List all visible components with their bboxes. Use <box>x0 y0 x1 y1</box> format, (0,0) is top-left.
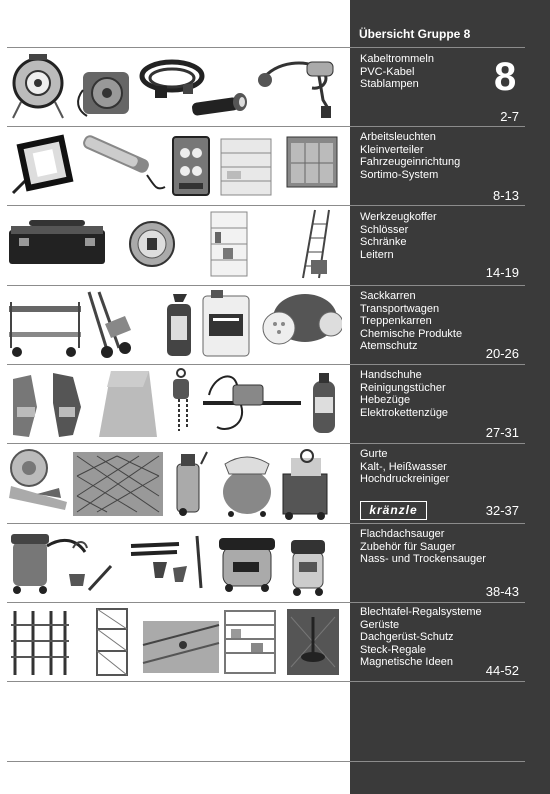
cleaning-cloth-roll-image <box>99 371 157 437</box>
category-item[interactable]: Kabeltrommeln <box>360 53 434 65</box>
category-item[interactable]: Nass- und Trockensauger <box>360 553 486 565</box>
category-item[interactable]: Sortimo-System <box>360 168 439 181</box>
cabinet-image <box>211 212 247 276</box>
group-number: 8 <box>494 55 517 99</box>
divider <box>7 47 525 48</box>
category-item[interactable]: Stablampen <box>360 78 419 90</box>
pressure-washer-cold-image <box>177 452 207 516</box>
flex-vacuum-image <box>219 538 275 592</box>
category-item[interactable]: PVC-Kabel <box>360 65 415 78</box>
wet-dry-vacuum-image <box>291 540 325 596</box>
product-images <box>7 446 342 520</box>
product-images <box>7 367 342 441</box>
cargo-net-image <box>73 452 163 516</box>
category-item[interactable]: Zubehör für Sauger <box>360 540 456 553</box>
category-item[interactable]: Kalt-, Heißwasser <box>360 460 447 473</box>
category-list <box>360 131 460 181</box>
product-images <box>7 129 342 203</box>
kraenzle-logo: kränzle <box>360 501 427 520</box>
divider <box>7 523 525 524</box>
ladder-image <box>303 210 329 278</box>
category-item[interactable]: Kleinverteiler <box>360 143 424 156</box>
divider <box>7 602 525 603</box>
vehicle-shelving-image <box>221 139 271 195</box>
product-images <box>7 50 342 124</box>
category-item[interactable]: Werkzeugkoffer <box>360 211 437 223</box>
category-item[interactable]: Steck-Regale <box>360 643 427 656</box>
category-item[interactable]: Arbeitsleuchten <box>360 131 436 143</box>
hand-truck-image <box>89 292 131 358</box>
page-range[interactable]: 32-37 <box>485 503 519 518</box>
category-item[interactable]: Dachgerüst-Schutz <box>360 631 454 643</box>
flashlight-image <box>191 93 247 116</box>
category-item[interactable]: Hochdruckreiniger <box>360 473 450 485</box>
magnetic-device-image <box>287 609 339 675</box>
page-title: Übersicht Gruppe 8 <box>359 27 471 41</box>
page-range[interactable]: 8-13 <box>492 188 519 203</box>
category-item[interactable]: Handschuhe <box>360 369 422 381</box>
category-item[interactable]: Fahrzeugeinrichtung <box>360 156 461 168</box>
divider <box>7 126 525 127</box>
vacuum-tubes-image <box>131 536 201 588</box>
category-item[interactable]: Blechtafel-Regalsysteme <box>360 606 482 618</box>
power-distributor-image <box>173 137 209 195</box>
spray-bottle-image <box>167 294 191 356</box>
product-images <box>7 605 342 679</box>
floodlight-image <box>13 135 73 193</box>
chain-hoist-image <box>173 369 189 431</box>
electric-chain-hoist-image <box>203 376 301 429</box>
category-list <box>360 369 448 419</box>
roof-scaffold-image <box>143 621 219 673</box>
product-images <box>7 288 342 362</box>
work-gloves-image <box>13 373 81 437</box>
category-item[interactable]: Gurte <box>360 448 388 460</box>
category-list <box>360 528 486 566</box>
scaffold-image <box>97 609 127 675</box>
category-list <box>360 448 449 486</box>
respirator-mask-image <box>263 294 342 344</box>
page-range[interactable]: 44-52 <box>485 663 519 678</box>
page-range[interactable]: 2-7 <box>500 109 519 124</box>
category-item[interactable]: Hebezüge <box>360 394 411 406</box>
cable-reel-stand-image <box>13 54 63 118</box>
page-range[interactable]: 14-19 <box>485 265 519 280</box>
platform-trolley-image <box>9 302 81 357</box>
category-item[interactable]: Transportwagen <box>360 302 440 315</box>
chemical-canister-image <box>203 290 249 356</box>
category-item[interactable]: Atemschutz <box>360 340 418 352</box>
category-item[interactable]: Sackkarren <box>360 290 416 302</box>
page-range[interactable]: 27-31 <box>485 425 519 440</box>
page-range[interactable]: 20-26 <box>485 346 519 361</box>
category-item[interactable]: Schlösser <box>360 223 409 236</box>
vacuum-accessories-image <box>69 542 111 590</box>
category-list <box>360 290 462 353</box>
divider <box>7 443 525 444</box>
product-images <box>7 526 342 600</box>
pvc-cable-coil-image <box>142 62 202 98</box>
toolbox-image <box>9 220 105 264</box>
vacuum-cleaner-image <box>223 457 271 517</box>
category-item[interactable]: Elektrokettenzüge <box>360 406 449 419</box>
category-item[interactable]: Gerüste <box>360 618 400 631</box>
category-item[interactable]: Chemische Produkte <box>360 327 463 340</box>
product-images <box>7 208 342 282</box>
category-item[interactable]: Treppenkarren <box>360 315 432 327</box>
cable-reel-wall-image <box>78 72 129 116</box>
divider <box>7 761 525 762</box>
extinguisher-bottle-image <box>313 373 335 433</box>
sheet-metal-rack-image <box>11 611 69 675</box>
category-item[interactable]: Reinigungstücher <box>360 381 446 394</box>
divider <box>7 205 525 206</box>
padlock-image <box>130 222 174 266</box>
divider <box>7 364 525 365</box>
category-item[interactable]: Schränke <box>360 236 407 248</box>
category-list <box>360 211 437 261</box>
category-item[interactable]: Magnetische Ideen <box>360 656 453 668</box>
pressure-washer-hot-image <box>283 450 327 520</box>
divider <box>7 285 525 286</box>
page-range[interactable]: 38-43 <box>485 584 519 599</box>
hand-lamp-image <box>81 133 165 188</box>
extension-cable-image <box>258 62 333 118</box>
category-item[interactable]: Leitern <box>360 248 394 261</box>
category-list <box>360 53 434 91</box>
divider <box>7 681 525 682</box>
category-item[interactable]: Flachdachsauger <box>360 528 445 540</box>
lashing-strap-image <box>9 450 67 510</box>
plug-in-shelf-image <box>225 611 275 673</box>
sortimo-case-image <box>287 137 337 187</box>
category-list <box>360 606 482 669</box>
